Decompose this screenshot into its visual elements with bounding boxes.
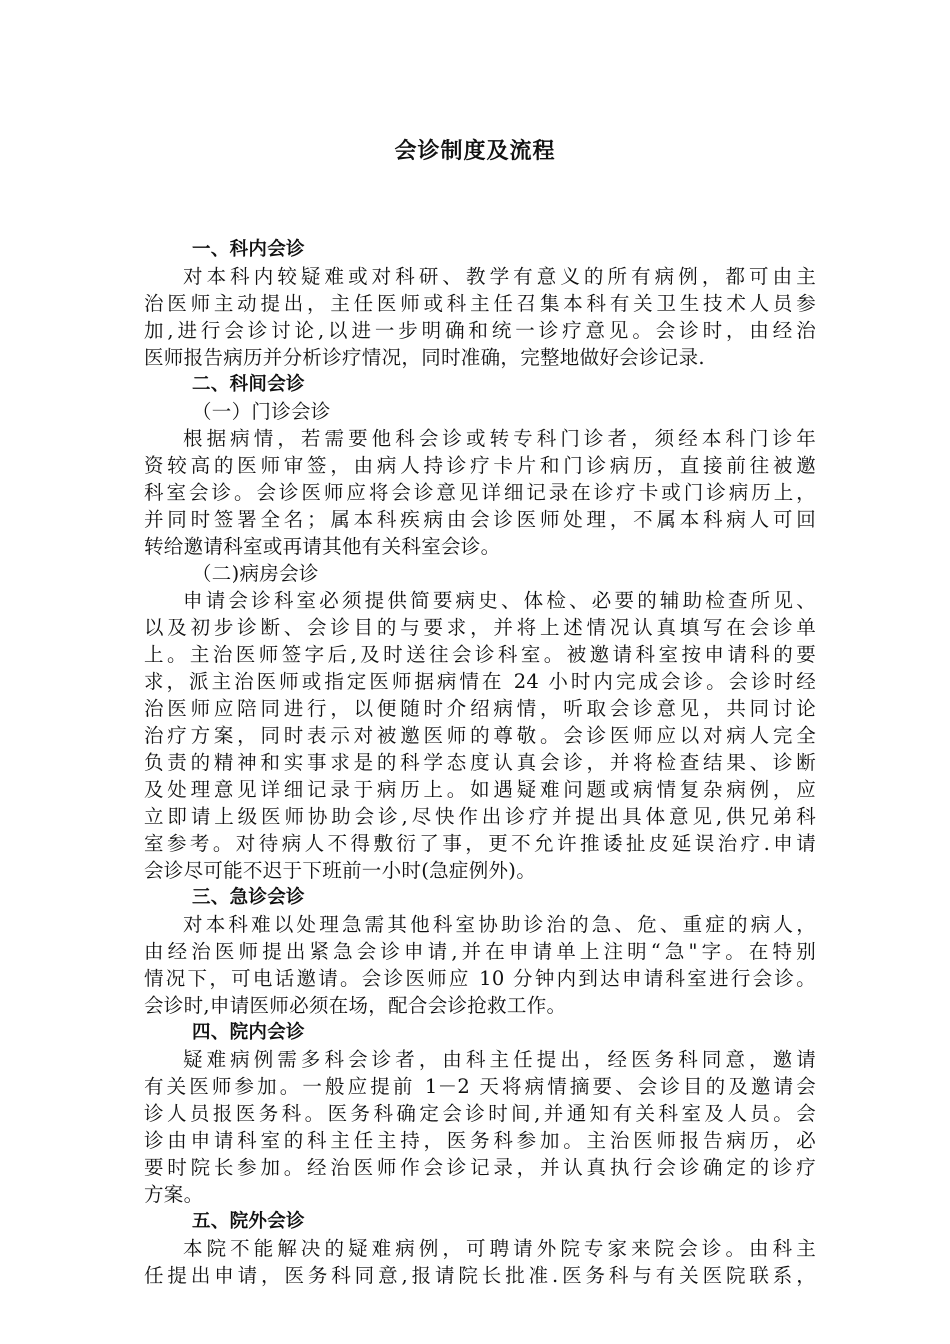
paragraph-first-line: 对本科内较疑难或对科研、教学有意义的所有病例，都可由主 (183, 265, 816, 288)
paragraph-first-line: 申请会诊科室必须提供简要病史、体检、必要的辅助检查所见、 (183, 589, 816, 612)
paragraph-line: 有关医师参加。一般应提前 1－2 天将病情摘要、会诊目的及邀请会 (144, 1075, 816, 1098)
paragraph-line: 求，派主治医师或指定医师据病情在 24 小时内完成会诊。会诊时经 (144, 670, 816, 693)
paragraph-first-line: 本院不能解决的疑难病例，可聘请外院专家来院会诊。由科主 (183, 1237, 816, 1260)
paragraph-line: 治疗方案，同时表示对被邀医师的尊敬。会诊医师应以对病人完全 (144, 724, 816, 747)
paragraph-last-line: 医师报告病历并分析诊疗情况，同时准确，完整地做好会诊记录. (144, 346, 705, 369)
paragraph-last-line: 方案。 (144, 1183, 204, 1206)
paragraph-first-line: 对本科难以处理急需其他科室协助诊治的急、危、重症的病人， (183, 913, 816, 936)
paragraph-first-line: 根据病情，若需要他科会诊或转专科门诊者，须经本科门诊年 (183, 427, 816, 450)
paragraph-last-line: 转给邀请科室或再请其他有关科室会诊。 (144, 535, 501, 558)
paragraph-line: 立即请上级医师协助会诊,尽快作出诊疗并提出具体意见,供兄弟科 (144, 805, 816, 828)
paragraph-last-line: 会诊尽可能不迟于下班前一小时(急症例外)。 (144, 859, 537, 882)
section-heading: 五、院外会诊 (192, 1211, 305, 1232)
paragraph-line: 任提出申请，医务科同意,报请院长批准.医务科与有关医院联系， (144, 1264, 816, 1287)
document-body (144, 236, 816, 1289)
paragraph-line: 诊人员报医务科。医务科确定会诊时间,并通知有关科室及人员。会 (144, 1102, 816, 1125)
subsection-heading: （二)病房会诊 (192, 562, 319, 585)
paragraph-line: 科室会诊。会诊医师应将会诊意见详细记录在诊疗卡或门诊病历上， (144, 481, 816, 504)
paragraph-line: 治医师主动提出，主任医师或科主任召集本科有关卫生技术人员参 (144, 292, 816, 315)
paragraph-line: 情况下，可电话邀请。会诊医师应 10 分钟内到达申请科室进行会诊。 (144, 967, 816, 990)
paragraph-line: 诊由申请科室的科主任主持，医务科参加。主治医师报告病历，必 (144, 1129, 816, 1152)
paragraph-last-line: 会诊时,申请医师必须在场，配合会诊抢救工作。 (144, 994, 567, 1017)
section-heading: 一、科内会诊 (192, 239, 305, 260)
paragraph-line: 室参考。对待病人不得敷衍了事，更不允许推诿扯皮延误治疗.申请 (144, 832, 816, 855)
paragraph-line: 上。主治医师签字后,及时送往会诊科室。被邀请科室按申请科的要 (144, 643, 816, 666)
paragraph-line: 资较高的医师审签，由病人持诊疗卡片和门诊病历，直接前往被邀 (144, 454, 816, 477)
paragraph-line: 加,进行会诊讨论,以进一步明确和统一诊疗意见。会诊时，由经治 (144, 319, 816, 342)
paragraph-line: 以及初步诊断、会诊目的与要求，并将上述情况认真填写在会诊单 (144, 616, 816, 639)
paragraph-line: 治医师应陪同进行，以便随时介绍病情，听取会诊意见，共同讨论 (144, 697, 816, 720)
section-heading: 三、急诊会诊 (192, 887, 305, 908)
document-title: 会诊制度及流程 (394, 139, 556, 164)
paragraph-first-line: 疑难病例需多科会诊者，由科主任提出，经医务科同意，邀请 (183, 1048, 816, 1071)
paragraph-line: 要时院长参加。经治医师作会诊记录，并认真执行会诊确定的诊疗 (144, 1156, 816, 1179)
section-heading: 四、院内会诊 (192, 1022, 305, 1043)
section-heading: 二、科间会诊 (192, 374, 305, 395)
paragraph-line: 由经治医师提出紧急会诊申请,并在申请单上注明“急"字。在特别 (144, 940, 816, 963)
paragraph-line: 及处理意见详细记录于病历上。如遇疑难问题或病情复杂病例，应 (144, 778, 816, 801)
paragraph-line: 负责的精神和实事求是的科学态度认真会诊，并将检查结果、诊断 (144, 751, 816, 774)
subsection-heading: （一）门诊会诊 (192, 400, 331, 423)
paragraph-line: 并同时签署全名；属本科疾病由会诊医师处理，不属本科病人可回 (144, 508, 816, 531)
